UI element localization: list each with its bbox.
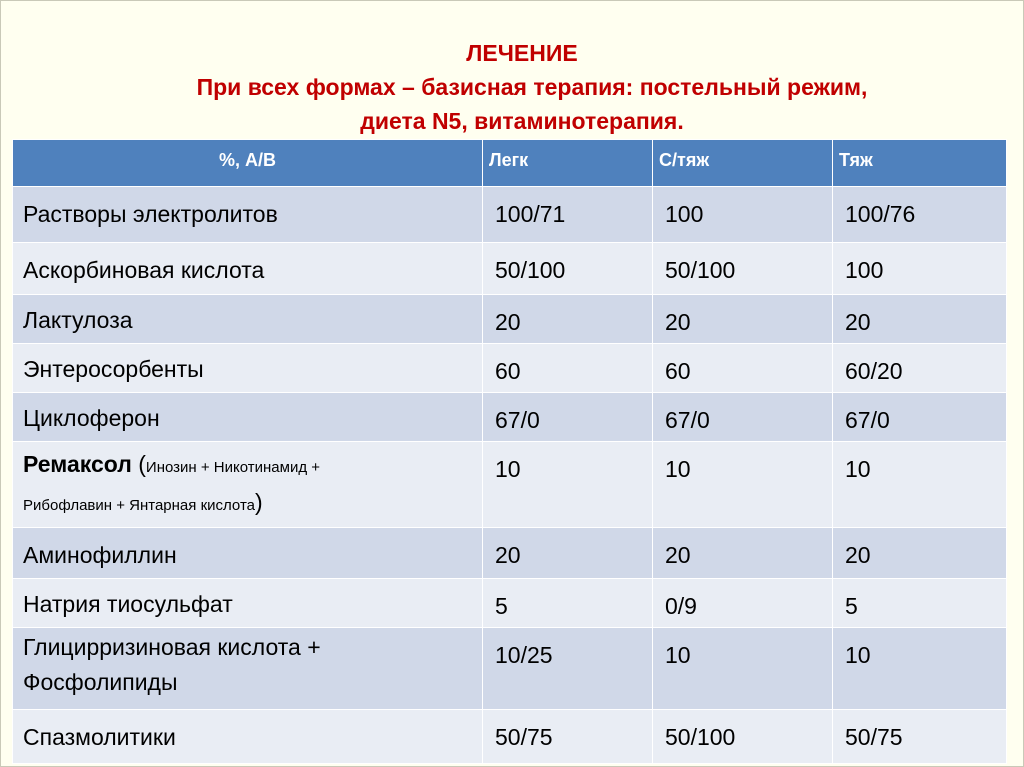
table-row: [13, 393, 1007, 442]
header-s-tyazh: С/тяж: [653, 140, 833, 187]
table-row: [13, 187, 1007, 243]
row-name: [13, 243, 483, 295]
title-line-3: диета N5, витаминотерапия.: [360, 108, 684, 134]
row-name-text: Циклоферон: [23, 405, 160, 431]
header-tyazh: Тяж: [833, 140, 1007, 187]
row-name-text: Аминофиллин: [23, 542, 177, 568]
cell-tyazh: 10: [833, 628, 1007, 710]
remaksol-components-2: Рибофлавин + Янтарная кислота: [23, 497, 255, 514]
cell-s-tyazh: 60: [653, 344, 833, 393]
glycyrrhizin-line-1: Глицирризиновая кислота +: [23, 634, 321, 660]
row-name-text: Натрия тиосульфат: [23, 591, 233, 617]
cell-legk: 67/0: [483, 393, 653, 442]
paren-open: (: [138, 451, 146, 477]
row-name: [13, 187, 483, 243]
cell-legk: 100/71: [483, 187, 653, 243]
cell-legk: 10/25: [483, 628, 653, 710]
cell-tyazh: 20: [833, 295, 1007, 344]
table-row: [13, 528, 1007, 579]
slide-title: [0, 36, 1024, 138]
row-name-text: Спазмолитики: [23, 724, 176, 750]
table-row: [13, 344, 1007, 393]
row-name-text: Лактулоза: [23, 307, 133, 333]
glycyrrhizin-name: [23, 628, 482, 700]
row-name: [13, 579, 483, 628]
title-line-1: ЛЕЧЕНИЕ: [466, 40, 578, 66]
table-row: [13, 295, 1007, 344]
row-name-text: Растворы электролитов: [23, 201, 278, 227]
table-row: [13, 579, 1007, 628]
cell-tyazh: 20: [833, 528, 1007, 579]
cell-s-tyazh: 50/100: [653, 243, 833, 295]
cell-legk: 20: [483, 528, 653, 579]
table-row: [13, 442, 1007, 528]
row-name-text: Энтеросорбенты: [23, 356, 204, 382]
row-name: [13, 295, 483, 344]
cell-tyazh: 100/76: [833, 187, 1007, 243]
cell-s-tyazh: 20: [653, 295, 833, 344]
table-row: [13, 628, 1007, 710]
row-name: [13, 628, 483, 710]
cell-legk: 50/100: [483, 243, 653, 295]
table-header-row: [13, 140, 1007, 187]
title-line-2: При всех формах – базисная терапия: постельный режим,: [196, 74, 868, 100]
cell-tyazh: 10: [833, 442, 1007, 528]
row-name-text: Аскорбиновая кислота: [23, 257, 265, 283]
cell-s-tyazh: 10: [653, 442, 833, 528]
row-name: [13, 442, 483, 528]
cell-s-tyazh: 50/100: [653, 710, 833, 764]
remaksol-name: [23, 442, 482, 523]
cell-legk: 20: [483, 295, 653, 344]
row-name: [13, 528, 483, 579]
paren-close: ): [255, 489, 263, 515]
remaksol-components-1: Инозин + Никотинамид +: [145, 459, 320, 476]
cell-tyazh: 60/20: [833, 344, 1007, 393]
cell-s-tyazh: 100: [653, 187, 833, 243]
treatment-table: [12, 139, 1007, 764]
table-row: [13, 243, 1007, 295]
row-name: [13, 393, 483, 442]
cell-s-tyazh: 10: [653, 628, 833, 710]
cell-legk: 60: [483, 344, 653, 393]
row-name: [13, 344, 483, 393]
cell-s-tyazh: 67/0: [653, 393, 833, 442]
cell-tyazh: 100: [833, 243, 1007, 295]
cell-tyazh: 50/75: [833, 710, 1007, 764]
cell-tyazh: 5: [833, 579, 1007, 628]
header-legk: Легк: [483, 140, 653, 187]
cell-s-tyazh: 0/9: [653, 579, 833, 628]
cell-legk: 5: [483, 579, 653, 628]
cell-legk: 10: [483, 442, 653, 528]
row-name: [13, 710, 483, 764]
remaksol-title: Ремаксол: [23, 451, 132, 477]
cell-legk: 50/75: [483, 710, 653, 764]
cell-tyazh: 67/0: [833, 393, 1007, 442]
cell-s-tyazh: 20: [653, 528, 833, 579]
header-percent-av: %, А/В: [13, 140, 483, 187]
glycyrrhizin-line-2: Фосфолипиды: [23, 669, 178, 695]
table-row: [13, 710, 1007, 764]
